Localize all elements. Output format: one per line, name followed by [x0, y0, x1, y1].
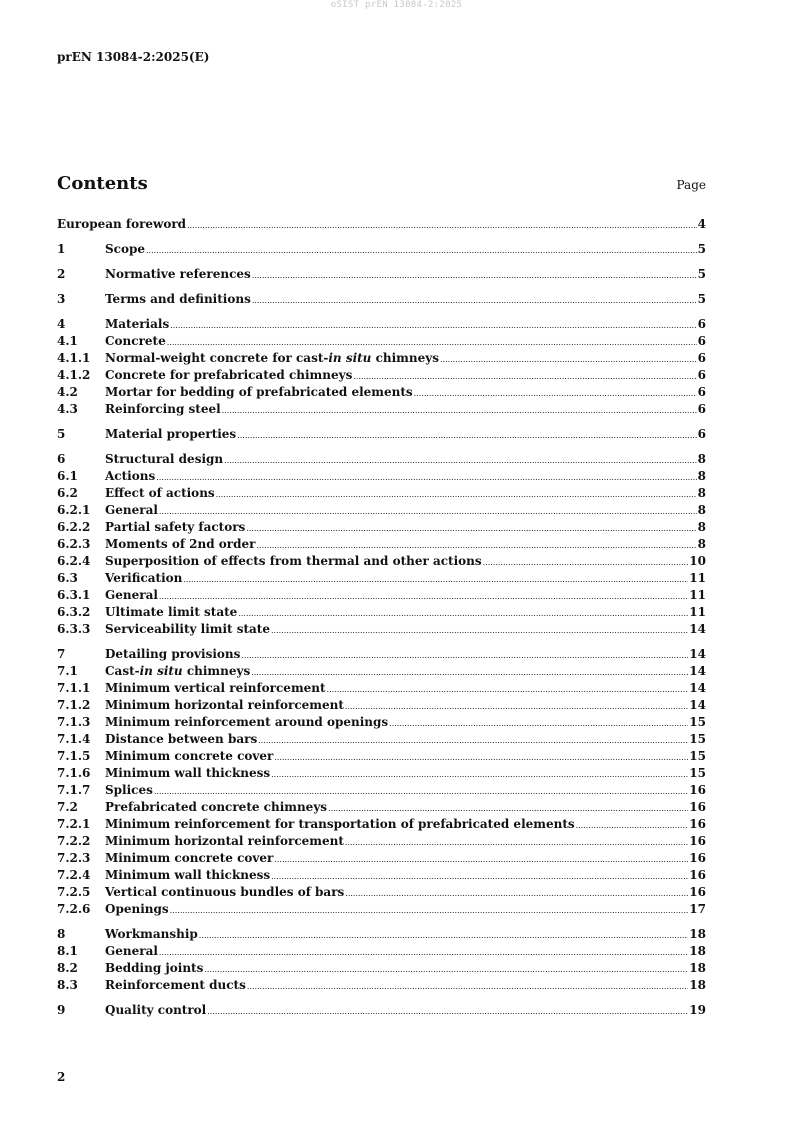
toc-entry-page: 6 [697, 427, 706, 441]
toc-entry-title: Scope [105, 242, 146, 256]
toc-entry[interactable] [57, 977, 706, 994]
toc-entry-title: Actions [105, 469, 156, 483]
toc-entry[interactable] [57, 646, 706, 663]
toc-entry-page: 8 [697, 469, 706, 483]
toc-entry-page: 18 [689, 961, 706, 975]
toc-leader-dots [256, 537, 696, 554]
toc-entry-title: Detailing provisions [105, 647, 241, 661]
toc-entry-title: Materials [105, 317, 170, 331]
toc-entry-page: 8 [697, 537, 706, 551]
toc-entry-page: 6 [697, 385, 706, 399]
toc-entry-number: 6.2 [57, 486, 78, 500]
toc-entry-page: 14 [689, 622, 706, 636]
toc-entry-number: 7.1.6 [57, 766, 91, 780]
toc-leader-dots [274, 749, 688, 766]
toc-entry-page: 16 [689, 800, 706, 814]
toc-entry[interactable] [57, 901, 706, 918]
toc-entry-number: 7.1.3 [57, 715, 91, 729]
toc-entry-title: Openings [105, 902, 169, 916]
toc-entry-page: 5 [697, 267, 706, 281]
toc-entry-title: Minimum horizontal reinforcement [105, 834, 344, 848]
toc-leader-dots [156, 469, 696, 486]
toc-entry[interactable] [57, 926, 706, 943]
toc-entry[interactable] [57, 426, 706, 443]
toc-leader-dots [224, 452, 697, 469]
toc-entry[interactable] [57, 468, 706, 485]
toc-entry[interactable] [57, 799, 706, 816]
toc-entry-page: 15 [689, 715, 706, 729]
toc-leader-dots [353, 368, 696, 385]
toc-leader-dots [576, 817, 689, 834]
toc-entry-page: 11 [689, 588, 706, 602]
toc-entry-page: 18 [689, 927, 706, 941]
toc-entry-title: Terms and definitions [105, 292, 251, 306]
toc-entry-title: Quality control [105, 1003, 207, 1017]
toc-entry[interactable] [57, 502, 706, 519]
table-of-contents [57, 216, 706, 1019]
toc-entry-number: 4.1 [57, 334, 78, 348]
toc-entry-title: Partial safety factors [105, 520, 246, 534]
toc-entry-title: Concrete for prefabricated chimneys [105, 368, 353, 382]
toc-leader-dots [271, 868, 688, 885]
toc-entry-title: Cast-in situ chimneys [105, 664, 251, 678]
toc-entry-page: 16 [689, 834, 706, 848]
toc-entry-page: 16 [689, 868, 706, 882]
toc-entry-page: 11 [689, 571, 706, 585]
toc-entry-number: 6.3 [57, 571, 78, 585]
toc-leader-dots [237, 427, 696, 444]
toc-leader-dots [271, 766, 688, 783]
toc-entry[interactable] [57, 485, 706, 502]
toc-entry-number: 9 [57, 1003, 66, 1017]
toc-leader-dots [159, 588, 688, 605]
toc-leader-dots [154, 783, 688, 800]
toc-entry-number: 2 [57, 267, 66, 281]
toc-entry-number: 3 [57, 292, 66, 306]
toc-entry-title: Ultimate limit state [105, 605, 238, 619]
toc-leader-dots [345, 834, 688, 851]
toc-entry-page: 8 [697, 520, 706, 534]
toc-entry-page: 16 [689, 783, 706, 797]
toc-entry-number: 6.2.1 [57, 503, 91, 517]
toc-entry-number: 6.3.2 [57, 605, 91, 619]
toc-leader-dots [440, 351, 697, 368]
toc-entry-title: Minimum wall thickness [105, 868, 271, 882]
toc-entry-title: General [105, 588, 158, 602]
toc-leader-dots [207, 1003, 688, 1020]
toc-entry[interactable] [57, 291, 706, 308]
toc-entry-title: Superposition of effects from thermal and other actions [105, 554, 482, 568]
toc-leader-dots [251, 664, 688, 681]
toc-leader-dots [247, 978, 688, 995]
toc-entry-page: 16 [689, 885, 706, 899]
toc-entry[interactable] [57, 833, 706, 850]
toc-leader-dots [274, 851, 688, 868]
toc-leader-dots [414, 385, 697, 402]
toc-entry[interactable] [57, 570, 706, 587]
toc-entry[interactable] [57, 216, 706, 233]
toc-entry-title: Serviceability limit state [105, 622, 270, 636]
toc-entry-page: 6 [697, 402, 706, 416]
toc-entry-page: 14 [689, 681, 706, 695]
toc-entry-number: 6 [57, 452, 66, 466]
document-id: prEN 13084-2:2025(E) [57, 50, 210, 64]
toc-leader-dots [204, 961, 688, 978]
toc-entry-title: Material properties [105, 427, 237, 441]
toc-entry-page: 8 [697, 486, 706, 500]
toc-entry-number: 4.1.2 [57, 368, 91, 382]
toc-entry-title: Effect of actions [105, 486, 215, 500]
toc-leader-dots [246, 520, 696, 537]
toc-entry[interactable] [57, 553, 706, 570]
toc-leader-dots [222, 402, 697, 419]
toc-leader-dots [328, 800, 688, 817]
toc-entry[interactable] [57, 367, 706, 384]
toc-leader-dots [216, 486, 697, 503]
toc-leader-dots [187, 217, 697, 234]
toc-entry-number: 6.2.3 [57, 537, 91, 551]
toc-leader-dots [167, 334, 697, 351]
toc-entry-title: Splices [105, 783, 153, 797]
toc-entry-title: Vertical continuous bundles of bars [105, 885, 345, 899]
toc-entry-page: 8 [697, 452, 706, 466]
toc-entry-title: Minimum concrete cover [105, 851, 274, 865]
toc-leader-dots [483, 554, 689, 571]
toc-leader-dots [258, 732, 688, 749]
toc-entry[interactable] [57, 748, 706, 765]
toc-entry[interactable] [57, 241, 706, 258]
toc-entry-title: Normative references [105, 267, 251, 281]
toc-leader-dots [170, 317, 696, 334]
toc-entry-title: General [105, 944, 158, 958]
toc-entry-page: 19 [689, 1003, 706, 1017]
toc-entry-page: 5 [697, 292, 706, 306]
toc-entry-page: 14 [689, 698, 706, 712]
toc-entry-page: 16 [689, 851, 706, 865]
toc-entry-number: 8.2 [57, 961, 78, 975]
toc-entry-title: Concrete [105, 334, 166, 348]
toc-entry-page: 16 [689, 817, 706, 831]
toc-entry-page: 8 [697, 503, 706, 517]
toc-entry[interactable] [57, 587, 706, 604]
toc-entry-number: 4.3 [57, 402, 78, 416]
toc-entry-number: 7.1.4 [57, 732, 91, 746]
toc-entry-number: 7.1.2 [57, 698, 91, 712]
toc-entry-title: European foreword [57, 217, 187, 231]
toc-entry-page: 10 [689, 554, 706, 568]
page-column-label: Page [676, 178, 706, 192]
toc-entry-title: Minimum concrete cover [105, 749, 274, 763]
toc-entry[interactable] [57, 867, 706, 884]
toc-entry-title: Distance between bars [105, 732, 258, 746]
toc-entry[interactable] [57, 519, 706, 536]
toc-entry-title: Bedding joints [105, 961, 204, 975]
toc-entry[interactable] [57, 333, 706, 350]
toc-entry-title: Workmanship [105, 927, 198, 941]
toc-entry[interactable] [57, 680, 706, 697]
toc-entry-page: 18 [689, 978, 706, 992]
toc-entry-page: 6 [697, 351, 706, 365]
toc-entry-title: Minimum reinforcement for transportation of prefabricated elements [105, 817, 575, 831]
toc-entry[interactable] [57, 782, 706, 799]
toc-entry-page: 14 [689, 664, 706, 678]
toc-entry[interactable] [57, 731, 706, 748]
toc-entry-number: 7.2.5 [57, 885, 91, 899]
toc-leader-dots [159, 944, 688, 961]
toc-entry-number: 4.2 [57, 385, 78, 399]
toc-entry-title: Normal-weight concrete for cast-in situ chimneys [105, 351, 439, 365]
toc-entry-number: 7.2.2 [57, 834, 91, 848]
toc-entry-page: 4 [697, 217, 706, 231]
toc-entry-number: 4.1.1 [57, 351, 91, 365]
toc-entry-number: 6.3.3 [57, 622, 91, 636]
page-number: 2 [57, 1070, 66, 1084]
toc-leader-dots [271, 622, 688, 639]
toc-entry[interactable] [57, 1002, 706, 1019]
toc-entry-number: 6.1 [57, 469, 78, 483]
toc-leader-dots [252, 267, 697, 284]
toc-leader-dots [170, 902, 689, 919]
toc-entry-title: Prefabricated concrete chimneys [105, 800, 328, 814]
toc-leader-dots [327, 681, 689, 698]
toc-entry-number: 7.2.1 [57, 817, 91, 831]
toc-entry-page: 18 [689, 944, 706, 958]
contents-heading: Contents [57, 173, 148, 194]
toc-entry-title: Moments of 2nd order [105, 537, 256, 551]
toc-entry-page: 6 [697, 317, 706, 331]
toc-entry-number: 8 [57, 927, 66, 941]
toc-entry[interactable] [57, 714, 706, 731]
toc-entry-page: 17 [689, 902, 706, 916]
toc-entry-title: General [105, 503, 158, 517]
toc-entry-number: 7.1.5 [57, 749, 91, 763]
toc-entry-number: 7 [57, 647, 66, 661]
toc-leader-dots [183, 571, 688, 588]
toc-entry[interactable] [57, 621, 706, 638]
toc-leader-dots [199, 927, 689, 944]
toc-entry-number: 7.2.6 [57, 902, 91, 916]
toc-entry-number: 6.2.4 [57, 554, 91, 568]
toc-leader-dots [345, 885, 688, 902]
watermark: oSIST prEN 13084-2:2025 [330, 0, 463, 10]
toc-entry-title: Verification [105, 571, 183, 585]
toc-entry[interactable] [57, 266, 706, 283]
toc-leader-dots [252, 292, 697, 309]
toc-entry[interactable] [57, 451, 706, 468]
toc-entry-number: 7.2 [57, 800, 78, 814]
toc-entry[interactable] [57, 850, 706, 867]
toc-entry[interactable] [57, 697, 706, 714]
toc-entry-title: Structural design [105, 452, 224, 466]
toc-entry[interactable] [57, 960, 706, 977]
toc-leader-dots [238, 605, 688, 622]
toc-entry-title: Mortar for bedding of prefabricated elements [105, 385, 413, 399]
toc-entry-number: 1 [57, 242, 66, 256]
toc-entry[interactable] [57, 663, 706, 680]
toc-entry-page: 14 [689, 647, 706, 661]
toc-entry-number: 7.1.7 [57, 783, 91, 797]
toc-entry-number: 7.1.1 [57, 681, 91, 695]
toc-entry-title: Minimum wall thickness [105, 766, 271, 780]
toc-entry[interactable] [57, 401, 706, 418]
toc-entry-title: Reinforcing steel [105, 402, 221, 416]
toc-entry-title: Minimum reinforcement around openings [105, 715, 389, 729]
toc-entry-page: 6 [697, 368, 706, 382]
toc-leader-dots [345, 698, 688, 715]
toc-entry-page: 15 [689, 732, 706, 746]
toc-entry-page: 11 [689, 605, 706, 619]
toc-entry[interactable] [57, 604, 706, 621]
toc-entry-number: 7.2.3 [57, 851, 91, 865]
toc-entry-number: 7.1 [57, 664, 78, 678]
toc-entry-number: 5 [57, 427, 66, 441]
toc-entry[interactable] [57, 884, 706, 901]
toc-leader-dots [146, 242, 697, 259]
toc-entry-page: 15 [689, 766, 706, 780]
toc-entry-number: 8.3 [57, 978, 78, 992]
toc-entry-number: 6.2.2 [57, 520, 91, 534]
toc-leader-dots [159, 503, 697, 520]
toc-entry[interactable] [57, 384, 706, 401]
toc-entry-title: Minimum vertical reinforcement [105, 681, 326, 695]
toc-entry[interactable] [57, 350, 706, 367]
toc-entry[interactable] [57, 816, 706, 833]
toc-entry-title: Reinforcement ducts [105, 978, 246, 992]
toc-entry[interactable] [57, 316, 706, 333]
toc-entry-page: 15 [689, 749, 706, 763]
toc-entry-number: 6.3.1 [57, 588, 91, 602]
toc-entry[interactable] [57, 765, 706, 782]
toc-leader-dots [389, 715, 688, 732]
toc-entry-title: Minimum horizontal reinforcement [105, 698, 344, 712]
toc-entry[interactable] [57, 943, 706, 960]
toc-entry-page: 5 [697, 242, 706, 256]
toc-entry-number: 4 [57, 317, 66, 331]
toc-leader-dots [241, 647, 688, 664]
toc-entry-number: 7.2.4 [57, 868, 91, 882]
toc-entry[interactable] [57, 536, 706, 553]
toc-entry-page: 6 [697, 334, 706, 348]
toc-entry-number: 8.1 [57, 944, 78, 958]
